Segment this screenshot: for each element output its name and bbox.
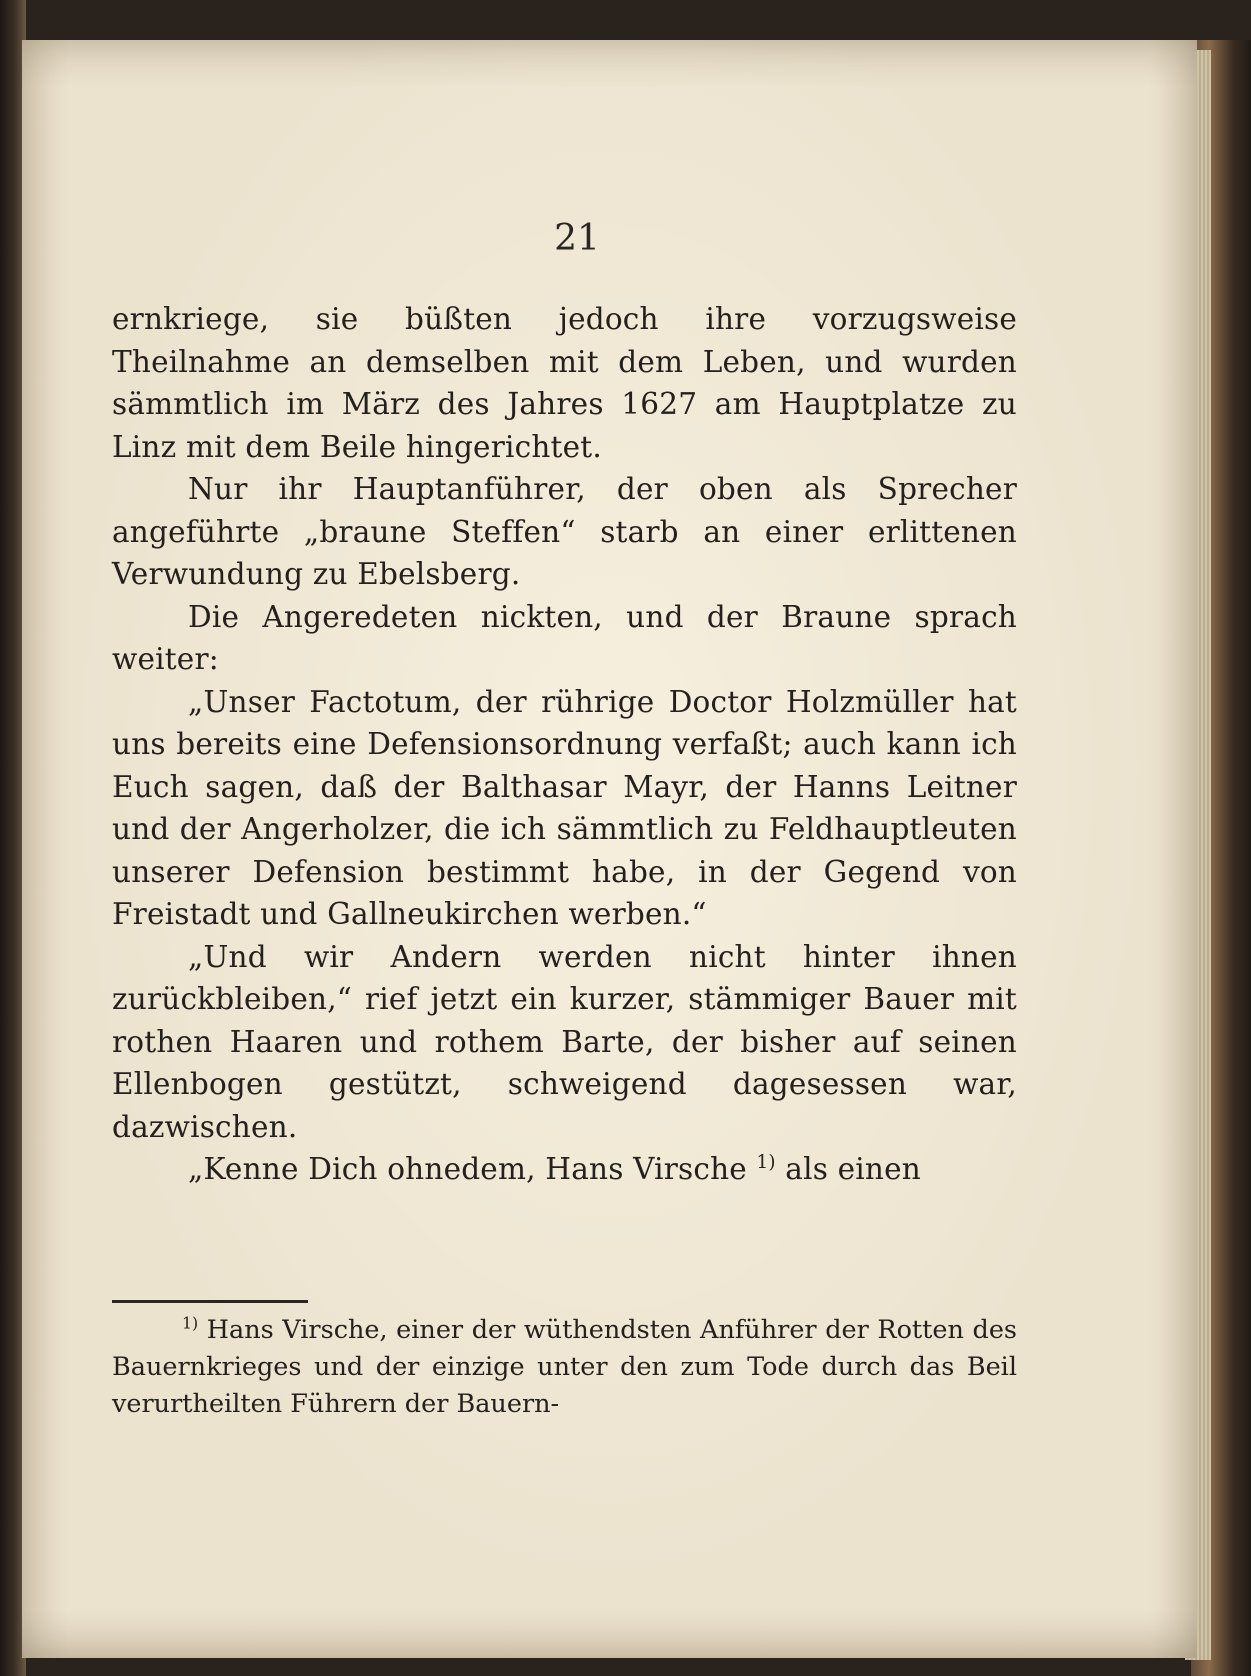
- footnote-text: Hans Virsche, einer der wüthendsten Anführer der Rotten des Bauernkrieges und der einzige unter den zum Tode durch das Beil verurtheilten Führern der Bauern-: [112, 1315, 1017, 1419]
- paragraph: ernkriege, sie büßten jedoch ihre vorzugsweise Theilnahme an demselben mit dem Leben, und wurden sämmtlich im März des Jahres 1627 am Hauptplatze zu Linz mit dem Beile hingerichtet.: [112, 302, 1017, 464]
- footnote-reference: 1): [756, 1152, 776, 1174]
- paragraph: „Unser Factotum, der rührige Doctor Holzmüller hat uns bereits eine Defensionsordnung verfaßt; auch kann ich Euch sagen, daß der Balthasar Mayr, der Hanns Leitner und der Angerholzer, die ich sämmtlich zu Feldhauptleuten unserer Defension bestimmt habe, in der Gegend von Freistadt und Gallneukirchen werben.“: [112, 684, 1017, 931]
- footnote-separator: [112, 1300, 308, 1303]
- paragraph-text: „Kenne Dich ohnedem, Hans Virsche: [188, 1152, 757, 1186]
- paragraph-text: als einen: [775, 1152, 921, 1186]
- paragraph: „Und wir Andern werden nicht hinter ihnen zurückbleiben,“ rief jetzt ein kurzer, stämmiger Bauer mit rothen Haaren und rothem Barte, der bisher auf seinen Ellenbogen gestützt, schweigend dagesessen war, dazwischen.: [112, 939, 1017, 1144]
- footnote-marker: 1): [182, 1313, 199, 1333]
- paragraph-with-footnote-ref: [112, 1148, 1017, 1191]
- body-text: [112, 298, 1017, 1191]
- paper-page: [22, 40, 1197, 1658]
- paragraph: Nur ihr Hauptanführer, der oben als Sprecher angeführte „braune Steffen“ starb an einer erlittenen Verwundung zu Ebelsberg.: [112, 472, 1017, 591]
- page-number: 21: [554, 218, 600, 259]
- footnote: [112, 1312, 1017, 1423]
- paragraph: Die Angeredeten nickten, und der Braune sprach weiter:: [112, 599, 1017, 676]
